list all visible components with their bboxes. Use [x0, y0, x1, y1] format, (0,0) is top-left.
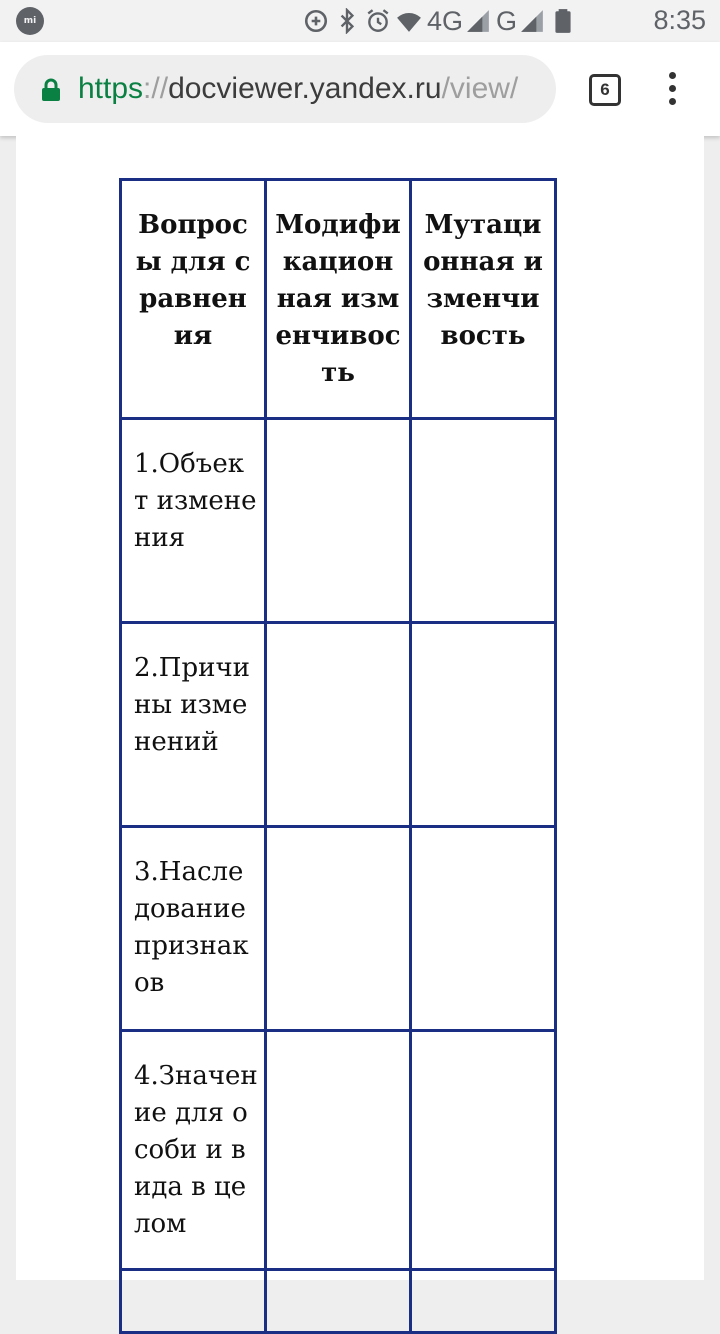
clock: 8:35 [653, 5, 706, 35]
partial-cell [121, 1270, 266, 1333]
table-row [121, 1031, 556, 1270]
alarm-icon [365, 8, 391, 34]
question-text: 1.Объект изменения [134, 449, 257, 553]
answer-cell [266, 623, 411, 827]
address-bar[interactable] [14, 55, 556, 123]
question-cell [121, 623, 266, 827]
table-row-partial [121, 1270, 556, 1333]
status-icons [303, 6, 581, 36]
browser-toolbar [0, 42, 720, 136]
answer-cell [411, 419, 556, 623]
header-cell-modification [266, 180, 411, 419]
answer-cell [266, 827, 411, 1031]
question-cell [121, 827, 266, 1031]
signal-strength-icon [465, 8, 491, 34]
question-cell [121, 1031, 266, 1270]
url-scheme: https [78, 72, 144, 105]
url-text[interactable] [78, 55, 518, 123]
header-cell-questions [121, 180, 266, 419]
more-menu-icon[interactable] [660, 72, 684, 106]
partial-cell [266, 1270, 411, 1333]
question-text: 3.Наследование признаков [134, 857, 249, 998]
question-text: 4.Значение для особи и вида в целом [134, 1061, 258, 1239]
bluetooth-icon [334, 8, 360, 34]
answer-cell [411, 623, 556, 827]
lock-icon [41, 78, 61, 102]
battery-icon [550, 8, 576, 34]
question-text: 2.Причины изменений [134, 653, 250, 757]
wifi-icon [396, 8, 422, 34]
header-label: Модификационная изменчивость [275, 210, 401, 388]
table-row [121, 419, 556, 623]
data-saver-icon [303, 8, 329, 34]
header-cell-mutation [411, 180, 556, 419]
url-separator: :// [143, 72, 169, 105]
url-path: /view/ [441, 72, 519, 105]
header-label: Вопросы для сравнения [135, 210, 251, 351]
table-row [121, 623, 556, 827]
partial-cell [411, 1270, 556, 1333]
document-page [16, 136, 704, 1280]
url-host: docviewer.yandex.ru [168, 72, 442, 105]
header-label: Мутационная изменчивость [423, 210, 543, 351]
signal-strength-icon-2 [519, 8, 545, 34]
table-row [121, 827, 556, 1031]
answer-cell [266, 1031, 411, 1270]
network-4g-label: 4G [427, 5, 464, 36]
answer-cell [411, 1031, 556, 1270]
table-header-row [121, 180, 556, 419]
answer-cell [411, 827, 556, 1031]
question-cell [121, 419, 266, 623]
status-bar [0, 0, 720, 42]
comparison-table [119, 178, 557, 1334]
mi-logo-icon: mi [16, 7, 44, 35]
network-g-label: G [496, 5, 518, 36]
tab-switcher-button[interactable]: 6 [589, 74, 621, 106]
answer-cell [266, 419, 411, 623]
